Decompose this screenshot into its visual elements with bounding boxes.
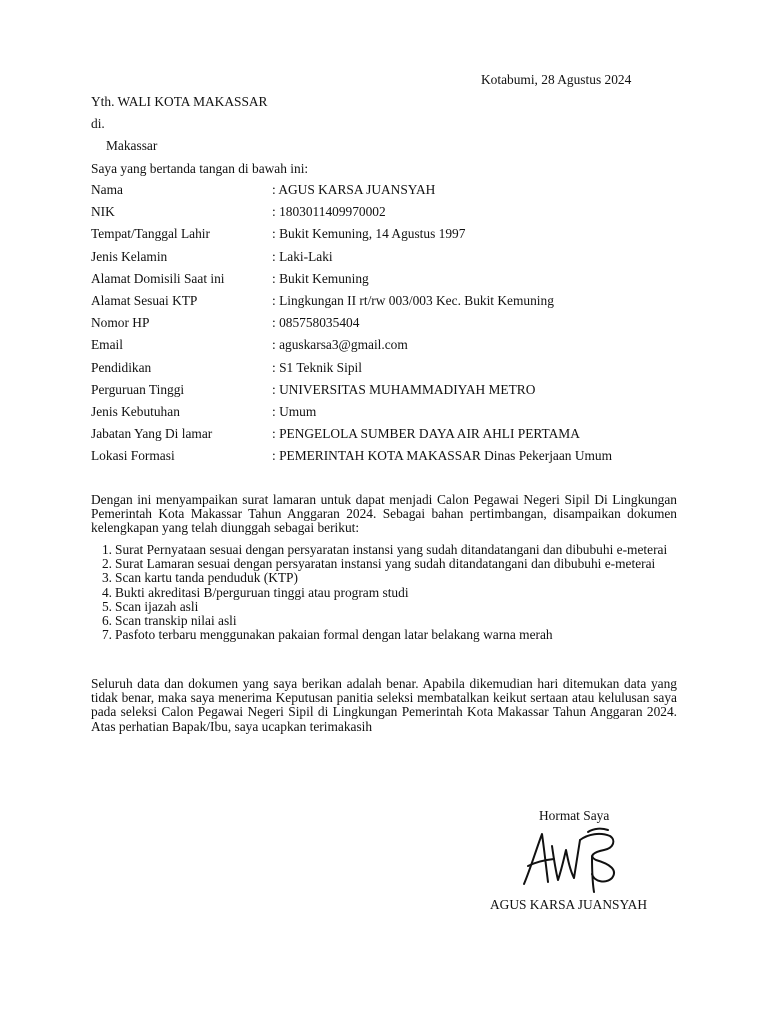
applicant-details [91, 182, 691, 470]
list-item [91, 543, 677, 557]
list-text: Surat Lamaran sesuai dengan persyaratan instansi yang sudah ditandatangani dan dibubuhi e-meterai [115, 556, 656, 572]
intro-text: Saya yang bertanda tangan di bawah ini: [91, 161, 309, 176]
list-text: Scan ijazah asli [115, 598, 199, 614]
field-label: NIK [91, 204, 115, 220]
field-label: Nomor HP [91, 315, 150, 331]
list-number: 3. [101, 570, 112, 586]
field-value: : aguskarsa3@gmail.com [272, 337, 408, 353]
signer-name: AGUS KARSA JUANSYAH [490, 897, 647, 912]
body-paragraph-1: Dengan ini menyampaikan surat lamaran untuk dapat menjadi Calon Pegawai Negeri Sipil Di Lingkungan Pemerintah Kota Makassar Tahun Anggaran 2024. Sebagai bahan pertimbangan, disampaikan dokumen kelengkapan yang telah diunggah sebagai berikut: [91, 492, 677, 536]
field-label: Alamat Sesuai KTP [91, 292, 198, 308]
field-row [91, 182, 691, 204]
list-number: 6. [101, 613, 112, 629]
field-label: Tempat/Tanggal Lahir [91, 226, 210, 242]
field-value: : AGUS KARSA JUANSYAH [272, 182, 436, 197]
list-number: 7. [101, 627, 112, 643]
field-label: Lokasi Formasi [91, 448, 175, 464]
document-list [91, 543, 677, 642]
field-value: : 085758035404 [272, 315, 360, 331]
list-text: Scan kartu tanda penduduk (KTP) [115, 570, 298, 586]
list-item [91, 600, 677, 614]
recipient-di: di. [91, 116, 105, 131]
list-text: Bukti akreditasi B/perguruan tinggi atau program studi [115, 584, 409, 600]
field-label: Jabatan Yang Di lamar [91, 426, 213, 442]
field-row [91, 382, 691, 404]
field-value: : Bukit Kemuning, 14 Agustus 1997 [272, 226, 466, 242]
body-paragraph-2: Seluruh data dan dokumen yang saya berikan adalah benar. Apabila dikemudian hari ditemukan data yang tidak benar, maka saya menerima Keputusan panitia seleksi membatalkan keikut sertaan atau kelulusan saya pada seleksi Calon Pegawai Negeri Sipil di Lingkungan Pemerintah Kota Makassar Tahun Anggaran 2024. Atas perhatian Bapak/Ibu, saya ucapkan terimakasih [91, 676, 677, 734]
field-row [91, 315, 691, 337]
handwritten-signature [518, 826, 628, 896]
field-value: : UNIVERSITAS MUHAMMADIYAH METRO [272, 381, 536, 397]
list-text: Scan transkip nilai asli [115, 613, 237, 629]
field-value: : Laki-Laki [272, 248, 333, 264]
field-row [91, 271, 691, 293]
field-label: Alamat Domisili Saat ini [91, 270, 225, 286]
list-item [91, 614, 677, 628]
field-label: Nama [91, 182, 123, 197]
list-text: Surat Pernyataan sesuai dengan persyaratan instansi yang sudah ditandatangani dan dibubuhi e-meterai [115, 542, 668, 557]
list-number: 5. [101, 598, 112, 614]
field-label: Pendidikan [91, 359, 152, 375]
field-value: : S1 Teknik Sipil [272, 359, 362, 375]
field-row [91, 226, 691, 248]
list-number: 2. [101, 556, 112, 572]
list-number: 4. [101, 584, 112, 600]
recipient-city: Makassar [106, 138, 158, 153]
field-value: : 1803011409970002 [272, 204, 386, 220]
field-value: : PEMERINTAH KOTA MAKASSAR Dinas Pekerjaan Umum [272, 448, 613, 464]
field-row [91, 204, 691, 226]
field-value: : Lingkungan II rt/rw 003/003 Kec. Bukit Kemuning [272, 292, 554, 308]
field-row [91, 404, 691, 426]
list-item [91, 586, 677, 600]
place-date: Kotabumi, 28 Agustus 2024 [481, 72, 632, 87]
field-label: Jenis Kebutuhan [91, 403, 180, 419]
field-row [91, 293, 691, 315]
field-row [91, 360, 691, 382]
closing-salutation: Hormat Saya [539, 808, 610, 823]
field-row [91, 448, 691, 470]
list-text: Pasfoto terbaru menggunakan pakaian formal dengan latar belakang warna merah [115, 627, 553, 643]
field-row [91, 249, 691, 271]
list-item [91, 628, 677, 642]
recipient: Yth. WALI KOTA MAKASSAR [91, 94, 268, 109]
field-row [91, 426, 691, 448]
list-item [91, 571, 677, 585]
list-number: 1. [101, 542, 112, 557]
field-value: : PENGELOLA SUMBER DAYA AIR AHLI PERTAMA [272, 426, 580, 442]
field-value: : Bukit Kemuning [272, 270, 369, 286]
field-row [91, 337, 691, 359]
field-label: Email [91, 337, 123, 353]
field-label: Jenis Kelamin [91, 248, 168, 264]
field-value: : Umum [272, 403, 317, 419]
list-item [91, 557, 677, 571]
field-label: Perguruan Tinggi [91, 381, 185, 397]
